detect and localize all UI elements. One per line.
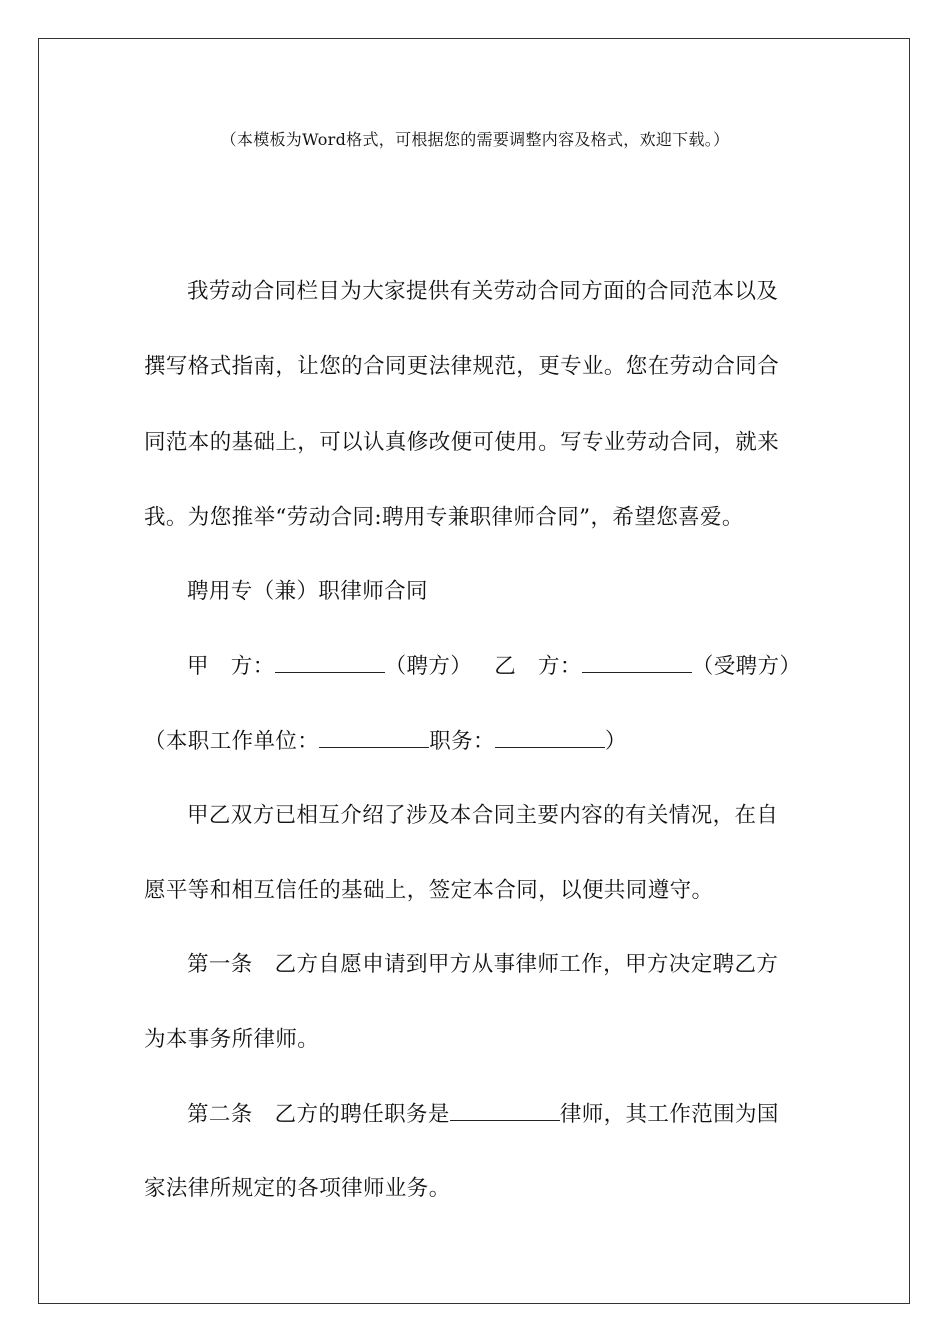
- position-blank[interactable]: [495, 727, 605, 748]
- contract-title: 聘用专（兼）职律师合同: [187, 579, 428, 604]
- workplace-label: （本职工作单位：: [144, 729, 320, 754]
- article-2-line-2: 家法律所规定的各项律师业务。: [144, 1176, 451, 1201]
- intro-line-3: 同范本的基础上，可以认真修改便可使用。写专业劳动合同，就来: [144, 430, 780, 455]
- party-a-label: 甲 方：: [187, 654, 275, 679]
- article-1-line-2: 为本事务所律师。: [144, 1027, 320, 1052]
- workplace-close: ）: [604, 729, 627, 754]
- intro-line-2: 撰写格式指南，让您的合同更法律规范，更专业。您在劳动合同合: [144, 354, 780, 379]
- party-b-role: （受聘方）: [691, 654, 802, 679]
- party-b-blank[interactable]: [582, 652, 692, 673]
- article-2-text-after: 律师，其工作范围为国: [559, 1102, 779, 1127]
- position-label: 职务：: [429, 729, 495, 754]
- preamble-line-1: 甲乙双方已相互介绍了涉及本合同主要内容的有关情况，在自: [187, 803, 779, 828]
- party-a-role: （聘方）: [384, 654, 473, 679]
- article-1-line-1: 第一条 乙方自愿申请到甲方从事律师工作，甲方决定聘乙方: [187, 952, 779, 977]
- workplace-line: [144, 724, 627, 755]
- article-2-line-1: [187, 1097, 779, 1128]
- article-2-text-before: 第二条 乙方的聘任职务是: [187, 1102, 450, 1127]
- party-b-label: 乙 方：: [494, 654, 582, 679]
- party-a-blank[interactable]: [275, 652, 385, 673]
- intro-line-1: 我劳动合同栏目为大家提供有关劳动合同方面的合同范本以及: [187, 279, 779, 304]
- template-note: （本模板为Word格式，可根据您的需要调整内容及格式，欢迎下载。）: [220, 130, 730, 149]
- preamble-line-2: 愿平等和相互信任的基础上，签定本合同，以便共同遵守。: [144, 878, 714, 903]
- intro-line-4: 我。为您推举“劳动合同:聘用专兼职律师合同”，希望您喜爱。: [144, 505, 744, 530]
- workplace-blank[interactable]: [319, 727, 429, 748]
- position-title-blank[interactable]: [450, 1100, 560, 1121]
- parties-line: [187, 649, 801, 680]
